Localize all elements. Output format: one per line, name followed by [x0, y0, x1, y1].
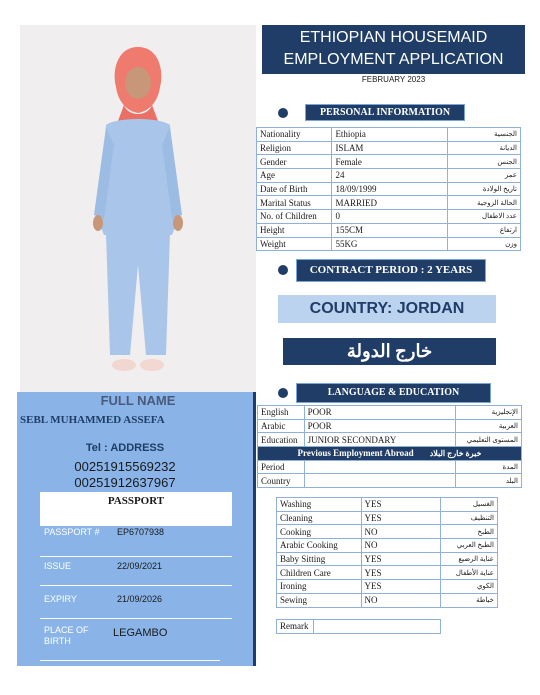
skill-row-label: Ironing — [277, 580, 362, 594]
language-row — [258, 406, 522, 420]
personal-info-heading: PERSONAL INFORMATION — [305, 104, 465, 121]
application-title: ETHIOPIAN HOUSEMAID EMPLOYMENT APPLICATION — [262, 25, 525, 74]
personal-row — [257, 128, 521, 142]
skill-row-label: Children Care — [277, 566, 362, 580]
previous-employment-title: Previous Employment Abroad — [297, 448, 414, 459]
personal-row-label: Nationality — [257, 128, 332, 142]
applicant-figure — [20, 25, 256, 392]
language-row — [258, 433, 522, 447]
personal-row — [257, 169, 521, 183]
personal-row — [257, 237, 521, 251]
divider — [40, 556, 232, 557]
remark-label: Remark — [277, 620, 314, 634]
passport-number-label: PASSPORT # — [44, 527, 100, 537]
previous-employment-arabic-title: خبرة خارج البلاد — [429, 449, 482, 459]
full-name: SEBL MUHAMMED ASSEFA — [20, 414, 165, 426]
personal-row-value: 155CM — [332, 223, 448, 237]
skill-row-value: NO — [361, 593, 441, 607]
bullet-icon — [278, 388, 288, 398]
personal-row-label: Age — [257, 169, 332, 183]
full-name-heading: FULL NAME — [100, 393, 176, 408]
language-row-value: POOR — [304, 406, 455, 420]
personal-row-value: 55KG — [332, 237, 448, 251]
previous-employment-row-value — [304, 460, 455, 474]
skills-table — [276, 497, 498, 608]
previous-employment-heading-row — [258, 447, 522, 461]
previous-employment-row-arabic-label: البلد — [455, 474, 521, 488]
personal-row — [257, 141, 521, 155]
language-row-arabic-label: العربية — [455, 419, 521, 433]
language-row-label: Arabic — [258, 419, 305, 433]
personal-row-label: Height — [257, 223, 332, 237]
personal-row-arabic-label: الجنس — [448, 155, 521, 169]
skill-row-label: Cooking — [277, 525, 362, 539]
skill-row-arabic-label: الكوي — [441, 580, 498, 594]
language-row-label: Education — [258, 433, 305, 447]
remark-table — [276, 619, 441, 634]
skill-row-arabic-label: الغسيل — [441, 498, 498, 512]
remark-field — [314, 620, 441, 634]
skill-row — [277, 539, 498, 553]
issue-date: 22/09/2021 — [117, 561, 163, 571]
personal-row — [257, 155, 521, 169]
personal-row — [257, 210, 521, 224]
previous-employment-row — [258, 460, 522, 474]
previous-employment-heading — [258, 447, 522, 461]
personal-row-arabic-label: وزن — [448, 237, 521, 251]
language-row-label: English — [258, 406, 305, 420]
application-date: FEBRUARY 2023 — [361, 75, 426, 84]
skill-row-label: Sewing — [277, 593, 362, 607]
previous-employment-row-arabic-label: المدة — [455, 460, 521, 474]
language-row-value: JUNIOR SECONDARY — [304, 433, 455, 447]
language-row-arabic-label: الإنجليزية — [455, 406, 521, 420]
skill-row-label: Washing — [277, 498, 362, 512]
personal-row-value: Ethiopia — [332, 128, 448, 142]
divider — [40, 618, 232, 619]
place-of-birth-label: PLACE OF BIRTH — [44, 625, 89, 646]
skill-row-label: Cleaning — [277, 511, 362, 525]
language-row-arabic-label: المستوى التعليمي — [455, 433, 521, 447]
personal-row-label: Religion — [257, 141, 332, 155]
personal-info-table — [256, 127, 521, 251]
applicant-photo — [20, 25, 256, 392]
personal-row-arabic-label: تاريخ الولادة — [448, 182, 521, 196]
personal-row-arabic-label: الحالة الزوجية — [448, 196, 521, 210]
previous-employment-row-value — [304, 474, 455, 488]
personal-row-arabic-label: عدد الاطفال — [448, 210, 521, 224]
expiry-label: EXPIRY — [44, 594, 77, 604]
skill-row-arabic-label: عناية الأطفال — [441, 566, 498, 580]
personal-row-value: Female — [332, 155, 448, 169]
skill-row — [277, 498, 498, 512]
personal-row-arabic-label: ارتفاع — [448, 223, 521, 237]
language-table — [257, 405, 522, 488]
issue-label: ISSUE — [44, 561, 72, 571]
skill-row — [277, 552, 498, 566]
bullet-icon — [278, 265, 288, 275]
skill-row — [277, 525, 498, 539]
personal-row-label: No. of Children — [257, 210, 332, 224]
skill-row — [277, 593, 498, 607]
personal-row-value: 18/09/1999 — [332, 182, 448, 196]
country-box: COUNTRY: JORDAN — [278, 295, 496, 323]
place-of-birth: LEGAMBO — [113, 627, 168, 639]
personal-row-value: MARRIED — [332, 196, 448, 210]
contract-period-heading: CONTRACT PERIOD : 2 YEARS — [296, 259, 486, 282]
language-heading: LANGUAGE & EDUCATION — [296, 383, 491, 403]
skill-row-label: Baby Sitting — [277, 552, 362, 566]
skill-row-label: Arabic Cooking — [277, 539, 362, 553]
personal-row — [257, 196, 521, 210]
personal-row-label: Marital Status — [257, 196, 332, 210]
previous-employment-row — [258, 474, 522, 488]
expiry-date: 21/09/2026 — [117, 594, 163, 604]
previous-employment-row-label: Country — [258, 474, 305, 488]
skill-row-value: YES — [361, 511, 441, 525]
personal-row-label: Weight — [257, 237, 332, 251]
phone-number-2: 00251912637967 — [74, 475, 176, 490]
skill-row-value: NO — [361, 539, 441, 553]
personal-row-arabic-label: الديانة — [448, 141, 521, 155]
tel-heading: Tel : ADDRESS — [85, 442, 165, 454]
passport-heading: PASSPORT — [40, 492, 232, 526]
personal-row — [257, 223, 521, 237]
skill-row-value: NO — [361, 525, 441, 539]
skill-row — [277, 580, 498, 594]
skill-row-arabic-label: الطبخ العربي — [441, 539, 498, 553]
skill-row-value: YES — [361, 552, 441, 566]
personal-row — [257, 182, 521, 196]
language-row — [258, 419, 522, 433]
skill-row-value: YES — [361, 498, 441, 512]
skill-row-value: YES — [361, 580, 441, 594]
skill-row-arabic-label: الطبخ — [441, 525, 498, 539]
personal-row-arabic-label: عمر — [448, 169, 521, 183]
language-row-value: POOR — [304, 419, 455, 433]
divider — [40, 660, 220, 661]
skill-row-value: YES — [361, 566, 441, 580]
personal-row-value: 0 — [332, 210, 448, 224]
personal-row-label: Gender — [257, 155, 332, 169]
personal-row-arabic-label: الجنسية — [448, 128, 521, 142]
skill-row-arabic-label: خياطة — [441, 593, 498, 607]
personal-row-value: ISLAM — [332, 141, 448, 155]
phone-number-1: 00251915569232 — [74, 459, 176, 474]
bullet-icon — [278, 108, 288, 118]
passport-number: EP6707938 — [117, 527, 165, 537]
skill-row — [277, 511, 498, 525]
skill-row-arabic-label: التنظيف — [441, 511, 498, 525]
skill-row — [277, 566, 498, 580]
skill-row-arabic-label: عناية الرضيع — [441, 552, 498, 566]
personal-row-label: Date of Birth — [257, 182, 332, 196]
divider — [40, 585, 232, 586]
panel-divider — [253, 392, 256, 666]
abroad-label: خارج الدولة — [283, 338, 496, 365]
previous-employment-row-label: Period — [258, 460, 305, 474]
personal-row-value: 24 — [332, 169, 448, 183]
